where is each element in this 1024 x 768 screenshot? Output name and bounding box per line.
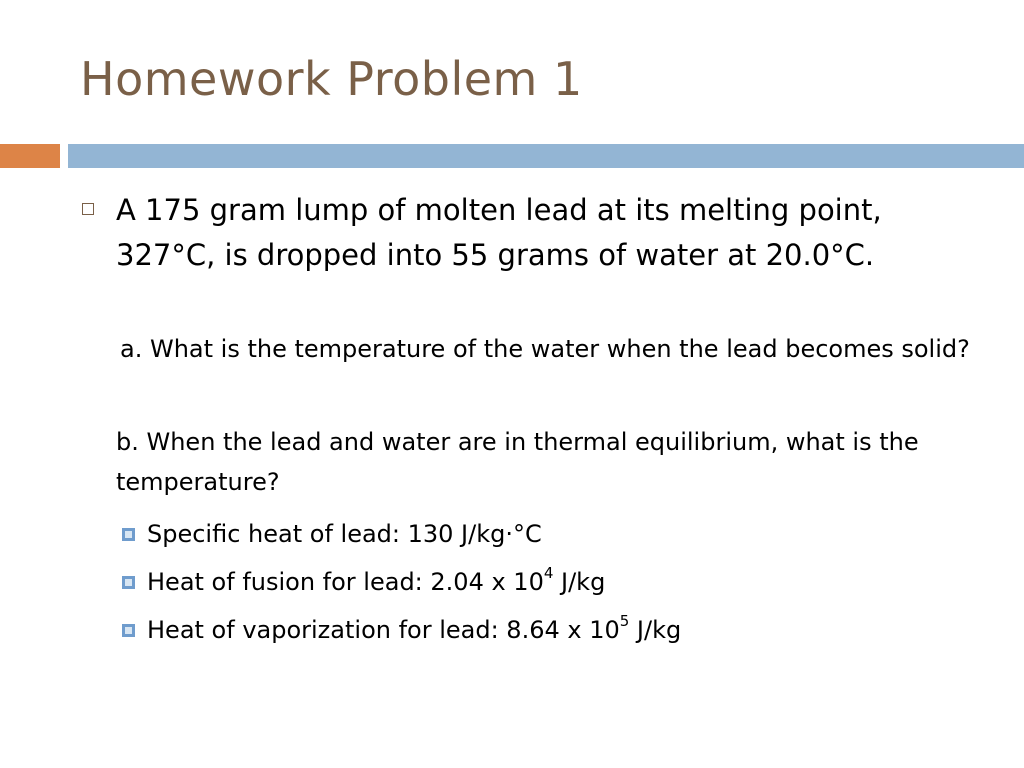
exponent: 4 bbox=[543, 564, 554, 582]
fact-text-main: Heat of vaporization for lead: 8.64 x 10 bbox=[147, 616, 620, 644]
fact-text: Specific heat of lead: 130 J/kg·°C bbox=[147, 520, 542, 548]
hollow-square-bullet-icon bbox=[82, 203, 94, 215]
fact-heat-of-fusion bbox=[122, 558, 681, 606]
question-b: b. When the lead and water are in thermal equilibrium, what is the temperature? bbox=[116, 428, 919, 496]
slide-title: Homework Problem 1 bbox=[80, 52, 583, 106]
fact-unit: J/kg bbox=[629, 616, 682, 644]
fact-text bbox=[147, 564, 606, 596]
square-bullet-icon bbox=[122, 576, 135, 589]
accent-bar-orange bbox=[0, 144, 60, 168]
fact-text bbox=[147, 612, 682, 644]
given-facts-list bbox=[122, 510, 681, 654]
problem-statement: A 175 gram lump of molten lead at its melting point, 327°C, is dropped into 55 grams of water at 20.0°C. bbox=[116, 193, 882, 272]
fact-unit: J/kg bbox=[553, 568, 606, 596]
question-a: a. What is the temperature of the water when the lead becomes solid? bbox=[120, 335, 970, 363]
square-bullet-icon bbox=[122, 624, 135, 637]
exponent: 5 bbox=[619, 612, 630, 630]
square-bullet-icon bbox=[122, 528, 135, 541]
accent-bar-blue bbox=[68, 144, 1024, 168]
fact-text-main: Heat of fusion for lead: 2.04 x 10 bbox=[147, 568, 544, 596]
fact-heat-of-vaporization bbox=[122, 606, 681, 654]
fact-specific-heat bbox=[122, 510, 681, 558]
